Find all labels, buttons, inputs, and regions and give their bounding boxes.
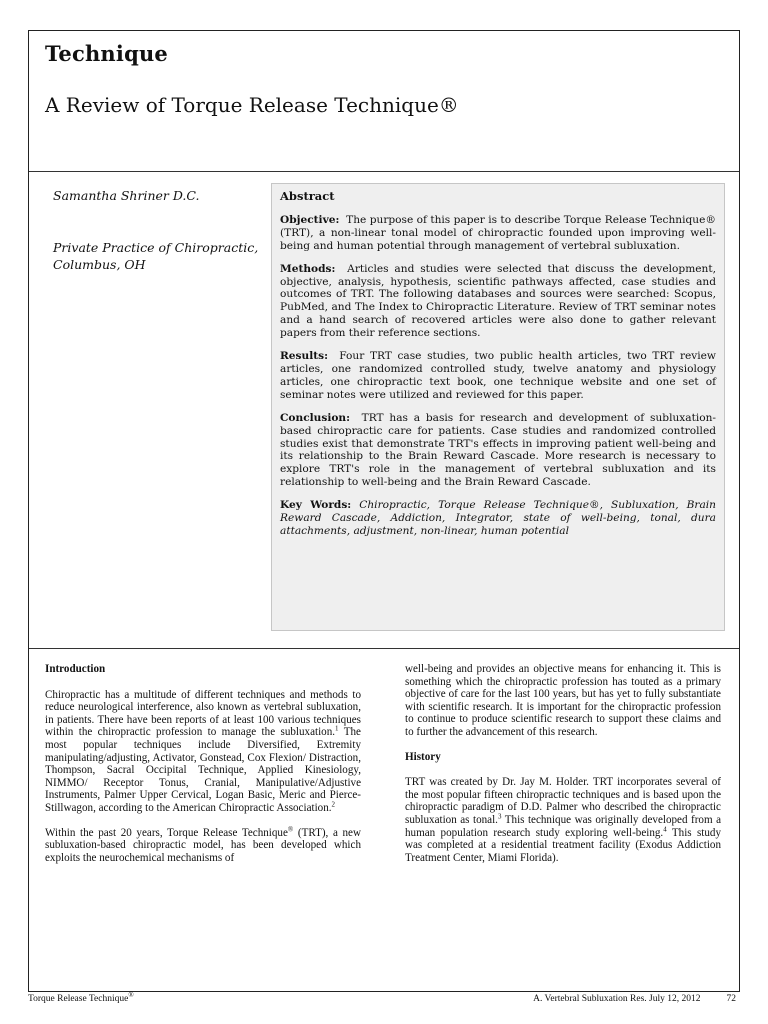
reference-4: 4 [663,824,667,833]
left-column [45,663,361,876]
author-affiliation: Private Practice of Chiropractic, Columbus, OH [53,240,259,272]
abstract-results [280,350,716,402]
right-column [405,663,721,876]
section-label: Technique [45,41,168,66]
introduction-paragraph-2 [45,824,361,865]
intro2-text-b: (TRT), a new subluxation-based chiropractic model, has been developed which exploits the neurochemical mechanisms of [45,826,361,864]
top-divider [29,171,739,172]
history-text-c: This study was completed at a residential treatment facility (Exodus Addiction Treatment Center, Miami Florida). [405,826,721,864]
abstract-objective [280,214,716,253]
bottom-divider [29,648,739,649]
abstract-heading: Abstract [280,189,335,203]
intro-text-a: Chiropractic has a multitude of different techniques and methods to reduce neurological interference, also known as vertebral subluxation, in patients. There have been reports of at least 100 various techniques within the chiropractic profession to manage the subluxation. [45,688,361,739]
page-number: 72 [726,994,736,1004]
history-text-b: This technique was originally developed from a human population research study exploring well-being. [405,813,721,839]
introduction-paragraph-3: well-being and provides an objective means for enhancing it. This is something which the chiropractic profession has touted as a primary objective of care for the last 100 years, but has yet to fully substantiate with scientific research. It is important for the chiropractic profession to continue to produce scientific research to support these claims and to further the advancement of this research. [405,663,721,738]
page-frame [28,30,740,992]
article-title: A Review of Torque Release Technique® [45,93,459,117]
history-heading: History [405,750,441,763]
abstract-keywords [280,499,716,538]
intro2-text-a: Within the past 20 years, Torque Release Technique [45,826,288,839]
footer-citation [533,994,736,1004]
footer-running-title [28,990,134,1004]
conclusion-text: TRT has a basis for research and development of subluxation-based chiropractic care for patients. Case studies and randomized controlled studies exist that demonstrate TRT's effects in improving patient well-being and its relationship to the Brain Reward Cascade. More research is necessary to explore TRT's role in the management of vertebral subluxation and its relationship to well-being and the Brain Reward Cascade. [280,411,716,489]
conclusion-label: Conclusion: [280,411,351,424]
results-text: Four TRT case studies, two public health articles, two TRT review articles, one randomized controlled study, twelve anatomy and physiology articles, one chiropractic text book, one technique website and one set of seminar notes were utilized and reviewed for this paper. [280,350,716,401]
reference-1: 1 [335,724,339,733]
footer-registered-mark: ® [128,990,134,999]
objective-text: The purpose of this paper is to describe Torque Release Technique® (TRT), a non-linear tonal model of chiropractic founded upon improving well-being and human potential through management of vertebral subluxation. [280,213,716,252]
keywords-label: Key Words: [280,499,352,512]
objective-label: Objective: [280,213,340,226]
registered-mark: ® [287,824,294,833]
author-name: Samantha Shriner D.C. [53,188,200,203]
footer-journal: A. Vertebral Subluxation Res. July 12, 2012 [533,994,701,1004]
abstract-box [271,183,725,631]
results-label: Results: [280,350,329,363]
reference-2: 2 [331,800,336,809]
abstract-methods [280,263,716,340]
footer-title-text: Torque Release Technique [28,994,129,1004]
introduction-paragraph-1 [45,689,361,815]
methods-text: Articles and studies were selected that discuss the development, objective, analysis, hypothesis, scientific pathways affected, case studies and outcomes of TRT. The following databases and sources were searched: Scopus, PubMed, and The Index to Chiropractic Literature. Review of TRT seminar notes and a hand search of recovered articles were also done to gather relevant papers from their reference sections. [280,262,716,340]
intro-text-b: The most popular techniques include Diversified, Extremity manipulating/adjusting, Activator, Gonstead, Cox Flexion/ Distraction, Thompson, Sacral Occipital Technique, Applied Kinesiology, NIMMO/ Receptor Tonus, Cranial, Manipulative/Adjustive Instruments, Palmer Upper Cervical, Logan Basic, Meric and Pierce-Stillwagon, according to the American Chiropractic Association. [45,726,361,814]
history-text-a: TRT was created by Dr. Jay M. Holder. TRT incorporates several of the most popular fifteen chiropractic techniques and is based upon the chiropractic paradigm of D.D. Palmer who described the chiropractic subluxation as tonal. [405,776,721,826]
history-paragraph-1 [405,776,721,864]
keywords-text: Chiropractic, Torque Release Technique®, Subluxation, Brain Reward Cascade, Addiction, Integrator, state of well-being, tonal, dura attachments, adjustment, non-linear, human potential [280,499,716,537]
abstract-conclusion [280,412,716,489]
introduction-heading: Introduction [45,663,106,675]
methods-label: Methods: [280,262,336,275]
reference-3: 3 [497,812,502,821]
